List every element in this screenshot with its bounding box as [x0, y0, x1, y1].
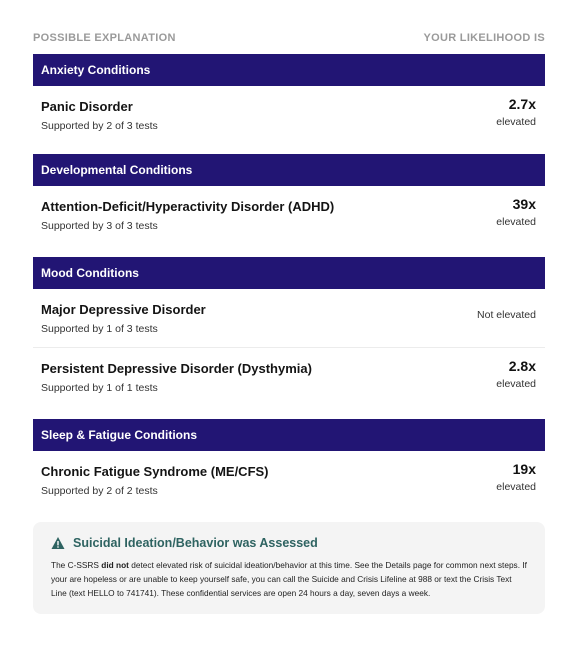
table-header [33, 32, 545, 44]
alert-body-emphasis: did not [101, 560, 129, 570]
category-mood-conditions [33, 257, 545, 289]
category-developmental-conditions [33, 154, 545, 186]
likelihood-status: elevated [496, 116, 536, 128]
condition-support: Supported by 2 of 3 tests [41, 120, 158, 132]
alert-body-prefix: The C-SSRS [51, 560, 102, 570]
suicidal-ideation-alert [33, 522, 545, 614]
alert-title-row [51, 536, 527, 550]
header-possible-explanation: POSSIBLE EXPLANATION [33, 32, 176, 44]
category-label: Anxiety Conditions [41, 63, 151, 77]
category-label: Developmental Conditions [41, 163, 193, 177]
likelihood-value: 2.7x [508, 96, 536, 112]
likelihood-value: 2.8x [508, 358, 536, 374]
condition-row-dysthymia[interactable] [33, 358, 545, 411]
likelihood-value: 19x [512, 461, 536, 477]
condition-name: Attention-Deficit/Hyperactivity Disorder (ADHD) [41, 199, 335, 214]
alert-body [51, 558, 527, 600]
likelihood-status: elevated [496, 378, 536, 390]
category-anxiety-conditions [33, 54, 545, 86]
alert-body-suffix: detect elevated risk of suicidal ideation/behavior at this time. See the Details page for common next steps. If your are hopeless or are unable to keep yourself safe, you can call the Suicide and Crisis Lifeline at 988 or text the Crisis Text Line (text HELLO to 741741). These confidential services are open 24 hours a day, seven days a week. [51, 560, 527, 598]
condition-support: Supported by 1 of 1 tests [41, 382, 158, 394]
condition-name: Persistent Depressive Disorder (Dysthymia) [41, 361, 312, 376]
condition-row-major-depressive-disorder[interactable] [33, 302, 545, 352]
category-label: Sleep & Fatigue Conditions [41, 428, 198, 442]
condition-name: Panic Disorder [41, 99, 133, 114]
condition-support: Supported by 2 of 2 tests [41, 485, 158, 497]
condition-row-adhd[interactable] [33, 196, 545, 249]
likelihood-value: 39x [512, 196, 536, 212]
condition-name: Major Depressive Disorder [41, 302, 206, 317]
likelihood-value: Not elevated [477, 309, 536, 321]
row-divider [33, 347, 545, 348]
condition-support: Supported by 3 of 3 tests [41, 220, 158, 232]
condition-name: Chronic Fatigue Syndrome (ME/CFS) [41, 464, 269, 479]
condition-support: Supported by 1 of 3 tests [41, 323, 158, 335]
warning-triangle-icon [51, 536, 65, 550]
condition-row-chronic-fatigue-syndrome[interactable] [33, 461, 545, 514]
header-your-likelihood: YOUR LIKELIHOOD IS [423, 32, 545, 44]
category-sleep-fatigue-conditions [33, 419, 545, 451]
category-label: Mood Conditions [41, 266, 139, 280]
condition-row-panic-disorder[interactable] [33, 96, 545, 149]
likelihood-status: elevated [496, 481, 536, 493]
likelihood-status: elevated [496, 216, 536, 228]
alert-title: Suicidal Ideation/Behavior was Assessed [73, 536, 318, 550]
